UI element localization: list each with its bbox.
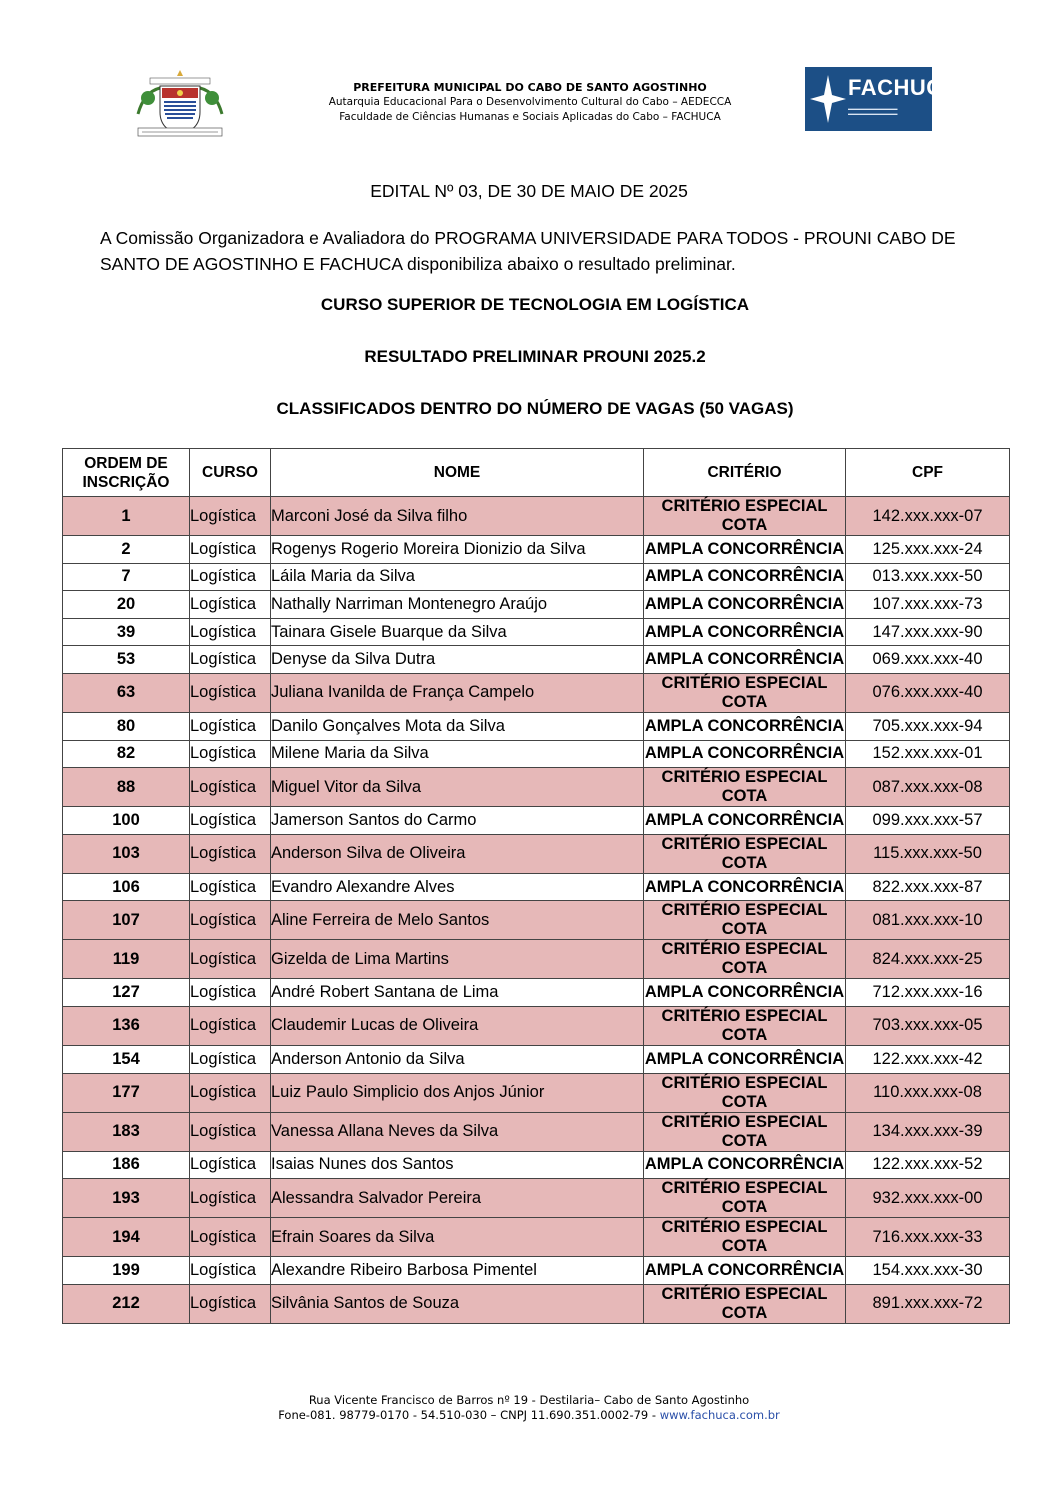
cell-curso: Logística [190,1073,271,1112]
cell-ordem: 186 [63,1151,190,1179]
cell-cpf: 142.xxx.xxx-07 [846,497,1010,536]
cell-nome: Gizelda de Lima Martins [271,940,644,979]
cell-criterio: AMPLA CONCORRÊNCIA [644,1151,846,1179]
cell-ordem: 63 [63,673,190,712]
cell-curso: Logística [190,740,271,768]
table-row [63,979,1010,1007]
cell-ordem: 53 [63,646,190,674]
cell-nome: Tainara Gisele Buarque da Silva [271,618,644,646]
cell-ordem: 177 [63,1073,190,1112]
cell-cpf: 891.xxx.xxx-72 [846,1284,1010,1323]
cell-ordem: 20 [63,591,190,619]
cell-cpf: 716.xxx.xxx-33 [846,1218,1010,1257]
cell-nome: Miguel Vitor da Silva [271,768,644,807]
cell-ordem: 193 [63,1179,190,1218]
table-row [63,1179,1010,1218]
cell-curso: Logística [190,1179,271,1218]
cell-curso: Logística [190,1006,271,1045]
course-heading: CURSO SUPERIOR DE TECNOLOGIA EM LOGÍSTICA [320,295,750,314]
cell-cpf: 932.xxx.xxx-00 [846,1179,1010,1218]
header-criterio: CRITÉRIO [644,449,846,497]
table-row [63,673,1010,712]
cell-criterio: CRITÉRIO ESPECIAL COTA [644,497,846,536]
cell-criterio: AMPLA CONCORRÊNCIA [644,1257,846,1285]
cell-criterio: AMPLA CONCORRÊNCIA [644,591,846,619]
header-ordem: ORDEM DE INSCRIÇÃO [63,449,190,497]
cell-criterio: AMPLA CONCORRÊNCIA [644,740,846,768]
cell-nome: Claudemir Lucas de Oliveira [271,1006,644,1045]
fachuca-logo-text: FACHUCA [848,75,960,100]
footer-contact-text: Fone-081. 98779-0170 - 54.510-030 – CNPJ 11.690.351.0002-79 - [278,1408,660,1422]
header-nome: NOME [271,449,644,497]
cell-curso: Logística [190,1045,271,1073]
cell-cpf: 013.xxx.xxx-50 [846,563,1010,591]
table-row [63,591,1010,619]
cell-curso: Logística [190,536,271,564]
cell-ordem: 2 [63,536,190,564]
cell-nome: Rogenys Rogerio Moreira Dionizio da Silva [271,536,644,564]
cell-curso: Logística [190,673,271,712]
cell-criterio: CRITÉRIO ESPECIAL COTA [644,1073,846,1112]
cell-ordem: 39 [63,618,190,646]
fachuca-logo [805,67,960,131]
table-row [63,563,1010,591]
cell-criterio: CRITÉRIO ESPECIAL COTA [644,1006,846,1045]
cell-nome: Isaias Nunes dos Santos [271,1151,644,1179]
fachuca-logo-tagline-graphic: ▬▬▬▬▬▬▬▬▬▬▬ ▬▬▬▬▬▬▬▬▬▬▬ [848,106,898,116]
cell-ordem: 127 [63,979,190,1007]
cell-cpf: 705.xxx.xxx-94 [846,712,1010,740]
header-line-3: Faculdade de Ciências Humanas e Sociais Aplicadas do Cabo – FACHUCA [339,111,721,123]
website-link[interactable]: www.fachuca.com.br [659,1408,780,1422]
cell-curso: Logística [190,1218,271,1257]
cell-curso: Logística [190,1284,271,1323]
cell-ordem: 7 [63,563,190,591]
cell-cpf: 115.xxx.xxx-50 [846,834,1010,873]
cell-nome: Luiz Paulo Simplicio dos Anjos Júnior [271,1073,644,1112]
cell-criterio: AMPLA CONCORRÊNCIA [644,1045,846,1073]
footer-contact [0,1408,1058,1423]
cell-nome: Jamerson Santos do Carmo [271,807,644,835]
cell-nome: André Robert Santana de Lima [271,979,644,1007]
table-row [63,1257,1010,1285]
edital-title: EDITAL Nº 03, DE 30 DE MAIO DE 2025 [370,181,688,201]
table-row [63,807,1010,835]
cell-cpf: 081.xxx.xxx-10 [846,901,1010,940]
cell-nome: Evandro Alexandre Alves [271,873,644,901]
table-body [63,497,1010,1324]
cell-nome: Danilo Gonçalves Mota da Silva [271,712,644,740]
cell-nome: Efrain Soares da Silva [271,1218,644,1257]
cell-nome: Marconi José da Silva filho [271,497,644,536]
cell-curso: Logística [190,1257,271,1285]
cell-criterio: AMPLA CONCORRÊNCIA [644,536,846,564]
cell-criterio: AMPLA CONCORRÊNCIA [644,873,846,901]
cell-nome: Denyse da Silva Dutra [271,646,644,674]
cell-nome: Alexandre Ribeiro Barbosa Pimentel [271,1257,644,1285]
municipal-seal-logo [130,68,230,140]
cell-criterio: CRITÉRIO ESPECIAL COTA [644,1218,846,1257]
cell-criterio: CRITÉRIO ESPECIAL COTA [644,1284,846,1323]
cell-cpf: 110.xxx.xxx-08 [846,1073,1010,1112]
cell-curso: Logística [190,618,271,646]
header-line-2: Autarquia Educacional Para o Desenvolvimento Cultural do Cabo – AEDECCA [328,96,732,108]
cell-curso: Logística [190,807,271,835]
cell-criterio: CRITÉRIO ESPECIAL COTA [644,940,846,979]
cell-cpf: 087.xxx.xxx-08 [846,768,1010,807]
table-row [63,901,1010,940]
cell-criterio: CRITÉRIO ESPECIAL COTA [644,901,846,940]
cell-curso: Logística [190,940,271,979]
cell-criterio: AMPLA CONCORRÊNCIA [644,563,846,591]
cell-ordem: 154 [63,1045,190,1073]
table-row [63,834,1010,873]
cell-nome: Silvânia Santos de Souza [271,1284,644,1323]
cell-cpf: 152.xxx.xxx-01 [846,740,1010,768]
cell-ordem: 212 [63,1284,190,1323]
cell-nome: Alessandra Salvador Pereira [271,1179,644,1218]
table-row [63,1073,1010,1112]
cell-ordem: 82 [63,740,190,768]
cell-criterio: CRITÉRIO ESPECIAL COTA [644,673,846,712]
results-table [62,448,1010,1324]
header-cpf: CPF [846,449,1010,497]
cell-ordem: 119 [63,940,190,979]
cell-nome: Milene Maria da Silva [271,740,644,768]
cell-ordem: 106 [63,873,190,901]
cell-cpf: 125.xxx.xxx-24 [846,536,1010,564]
cell-criterio: AMPLA CONCORRÊNCIA [644,646,846,674]
table-row [63,1284,1010,1323]
star-emblem-icon [808,67,848,131]
table-row [63,940,1010,979]
cell-cpf: 147.xxx.xxx-90 [846,618,1010,646]
cell-nome: Aline Ferreira de Melo Santos [271,901,644,940]
cell-cpf: 822.xxx.xxx-87 [846,873,1010,901]
cell-cpf: 122.xxx.xxx-42 [846,1045,1010,1073]
table-row [63,1112,1010,1151]
cell-ordem: 103 [63,834,190,873]
footer [0,1393,1058,1423]
cell-cpf: 154.xxx.xxx-30 [846,1257,1010,1285]
cell-nome: Anderson Antonio da Silva [271,1045,644,1073]
table-row [63,536,1010,564]
cell-cpf: 076.xxx.xxx-40 [846,673,1010,712]
table-row [63,646,1010,674]
cell-criterio: CRITÉRIO ESPECIAL COTA [644,768,846,807]
cell-ordem: 88 [63,768,190,807]
header-curso: CURSO [190,449,271,497]
cell-curso: Logística [190,497,271,536]
intro-paragraph: A Comissão Organizadora e Avaliadora do PROGRAMA UNIVERSIDADE PARA TODOS - PROUNI CABO DE SANTO DE AGOSTINHO E FACHUCA disponibiliza abaixo o resultado preliminar. [100,228,956,274]
cell-curso: Logística [190,873,271,901]
cell-curso: Logística [190,834,271,873]
header-line-1: PREFEITURA MUNICIPAL DO CABO DE SANTO AGOSTINHO [353,81,707,94]
cell-curso: Logística [190,712,271,740]
table-row [63,618,1010,646]
cell-criterio: CRITÉRIO ESPECIAL COTA [644,1179,846,1218]
table-row [63,1045,1010,1073]
table-row [63,1218,1010,1257]
cell-ordem: 107 [63,901,190,940]
cell-nome: Nathally Narriman Montenegro Araújo [271,591,644,619]
cell-criterio: AMPLA CONCORRÊNCIA [644,618,846,646]
cell-curso: Logística [190,901,271,940]
cell-nome: Juliana Ivanilda de França Campelo [271,673,644,712]
cell-criterio: AMPLA CONCORRÊNCIA [644,979,846,1007]
footer-address: Rua Vicente Francisco de Barros nº 19 - Destilaria– Cabo de Santo Agostinho [308,1393,750,1407]
cell-curso: Logística [190,1112,271,1151]
cell-curso: Logística [190,768,271,807]
cell-curso: Logística [190,591,271,619]
table-row [63,1151,1010,1179]
cell-criterio: AMPLA CONCORRÊNCIA [644,807,846,835]
cell-cpf: 824.xxx.xxx-25 [846,940,1010,979]
cell-curso: Logística [190,979,271,1007]
table-row [63,768,1010,807]
table-row [63,740,1010,768]
cell-ordem: 100 [63,807,190,835]
cell-cpf: 703.xxx.xxx-05 [846,1006,1010,1045]
classified-heading: CLASSIFICADOS DENTRO DO NÚMERO DE VAGAS (50 VAGAS) [276,399,794,418]
cell-criterio: CRITÉRIO ESPECIAL COTA [644,834,846,873]
cell-nome: Vanessa Allana Neves da Silva [271,1112,644,1151]
cell-cpf: 122.xxx.xxx-52 [846,1151,1010,1179]
cell-criterio: CRITÉRIO ESPECIAL COTA [644,1112,846,1151]
cell-cpf: 099.xxx.xxx-57 [846,807,1010,835]
table-row [63,712,1010,740]
cell-nome: Láila Maria da Silva [271,563,644,591]
cell-ordem: 80 [63,712,190,740]
table-row [63,1006,1010,1045]
cell-ordem: 199 [63,1257,190,1285]
cell-cpf: 107.xxx.xxx-73 [846,591,1010,619]
table-row [63,497,1010,536]
institution-header [270,80,790,125]
cell-cpf: 134.xxx.xxx-39 [846,1112,1010,1151]
cell-curso: Logística [190,1151,271,1179]
cell-cpf: 069.xxx.xxx-40 [846,646,1010,674]
cell-ordem: 1 [63,497,190,536]
cell-ordem: 183 [63,1112,190,1151]
result-heading: RESULTADO PRELIMINAR PROUNI 2025.2 [364,347,706,366]
cell-nome: Anderson Silva de Oliveira [271,834,644,873]
cell-curso: Logística [190,646,271,674]
table-row [63,873,1010,901]
cell-ordem: 136 [63,1006,190,1045]
cell-curso: Logística [190,563,271,591]
cell-cpf: 712.xxx.xxx-16 [846,979,1010,1007]
cell-criterio: AMPLA CONCORRÊNCIA [644,712,846,740]
table-header-row [63,449,1010,497]
cell-ordem: 194 [63,1218,190,1257]
